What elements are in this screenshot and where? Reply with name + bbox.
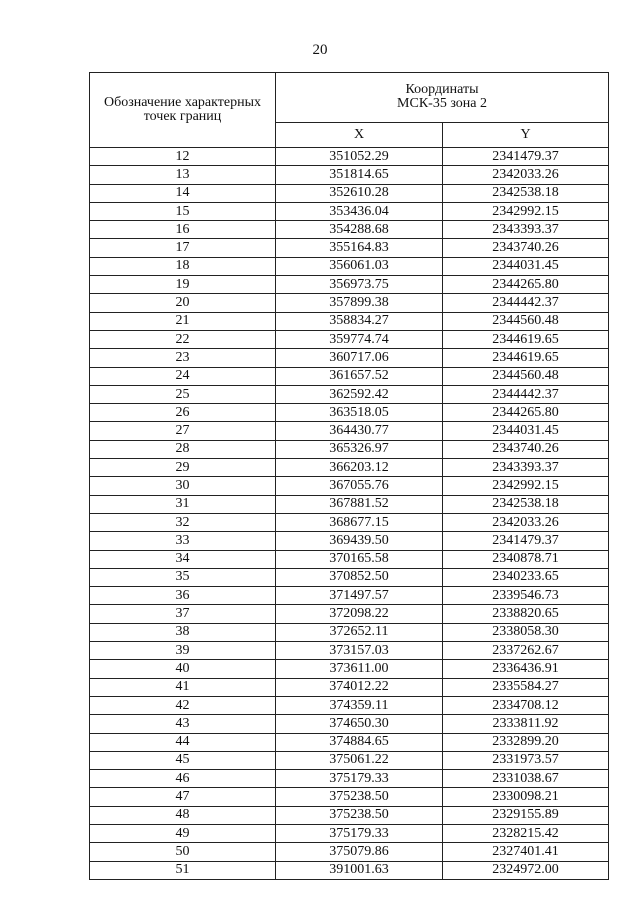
point-number-cell: 22 xyxy=(90,330,276,348)
x-coordinate-cell: 374884.65 xyxy=(276,733,443,751)
y-coordinate-cell: 2343740.26 xyxy=(443,440,609,458)
y-coordinate-cell: 2342538.18 xyxy=(443,495,609,513)
table-row xyxy=(90,440,609,458)
point-number-cell: 49 xyxy=(90,824,276,842)
x-coordinate-cell: 375061.22 xyxy=(276,751,443,769)
y-coordinate-cell: 2344031.45 xyxy=(443,422,609,440)
point-number-cell: 39 xyxy=(90,642,276,660)
table-row xyxy=(90,678,609,696)
table-row xyxy=(90,459,609,477)
y-coordinate-cell: 2344031.45 xyxy=(443,257,609,275)
table-row xyxy=(90,257,609,275)
table-row xyxy=(90,477,609,495)
x-coordinate-cell: 391001.63 xyxy=(276,861,443,879)
y-coordinate-cell: 2339546.73 xyxy=(443,587,609,605)
x-coordinate-cell: 351814.65 xyxy=(276,166,443,184)
point-number-cell: 31 xyxy=(90,495,276,513)
table-row xyxy=(90,221,609,239)
table-row xyxy=(90,605,609,623)
point-number-cell: 42 xyxy=(90,696,276,714)
table-row xyxy=(90,513,609,531)
point-number-cell: 47 xyxy=(90,788,276,806)
header-coordinate-system: МСК-35 зона 2 xyxy=(397,96,487,112)
point-number-cell: 35 xyxy=(90,568,276,586)
y-coordinate-cell: 2344560.48 xyxy=(443,312,609,330)
x-coordinate-cell: 356061.03 xyxy=(276,257,443,275)
x-coordinate-cell: 370165.58 xyxy=(276,550,443,568)
point-number-cell: 32 xyxy=(90,513,276,531)
coordinates-table xyxy=(89,72,609,880)
point-number-cell: 21 xyxy=(90,312,276,330)
point-number-cell: 44 xyxy=(90,733,276,751)
table-row xyxy=(90,166,609,184)
x-coordinate-cell: 357899.38 xyxy=(276,294,443,312)
table-body xyxy=(90,148,609,880)
point-number-cell: 50 xyxy=(90,843,276,861)
point-number-cell: 37 xyxy=(90,605,276,623)
point-number-cell: 17 xyxy=(90,239,276,257)
table-row xyxy=(90,788,609,806)
x-coordinate-cell: 356973.75 xyxy=(276,276,443,294)
point-number-cell: 51 xyxy=(90,861,276,879)
x-coordinate-cell: 361657.52 xyxy=(276,367,443,385)
x-coordinate-cell: 375079.86 xyxy=(276,843,443,861)
table-row xyxy=(90,861,609,879)
y-coordinate-cell: 2341479.37 xyxy=(443,532,609,550)
point-number-cell: 34 xyxy=(90,550,276,568)
point-number-cell: 13 xyxy=(90,166,276,184)
table-row xyxy=(90,349,609,367)
x-coordinate-cell: 354288.68 xyxy=(276,221,443,239)
table-row xyxy=(90,806,609,824)
y-coordinate-cell: 2334708.12 xyxy=(443,696,609,714)
y-coordinate-cell: 2343393.37 xyxy=(443,221,609,239)
y-coordinate-cell: 2344619.65 xyxy=(443,330,609,348)
x-coordinate-cell: 374012.22 xyxy=(276,678,443,696)
table-row xyxy=(90,587,609,605)
table-row xyxy=(90,550,609,568)
y-coordinate-cell: 2344619.65 xyxy=(443,349,609,367)
header-point-label: Обозначение характерных точек границ xyxy=(90,73,276,148)
table-row xyxy=(90,532,609,550)
x-coordinate-cell: 355164.83 xyxy=(276,239,443,257)
point-number-cell: 33 xyxy=(90,532,276,550)
point-number-cell: 25 xyxy=(90,385,276,403)
point-number-cell: 46 xyxy=(90,770,276,788)
x-coordinate-cell: 365326.97 xyxy=(276,440,443,458)
x-coordinate-cell: 375179.33 xyxy=(276,770,443,788)
x-coordinate-cell: 369439.50 xyxy=(276,532,443,550)
x-coordinate-cell: 372652.11 xyxy=(276,623,443,641)
y-coordinate-cell: 2337262.67 xyxy=(443,642,609,660)
point-number-cell: 28 xyxy=(90,440,276,458)
x-coordinate-cell: 374359.11 xyxy=(276,696,443,714)
table-row xyxy=(90,239,609,257)
x-coordinate-cell: 373157.03 xyxy=(276,642,443,660)
table-row xyxy=(90,623,609,641)
x-coordinate-cell: 374650.30 xyxy=(276,715,443,733)
point-number-cell: 48 xyxy=(90,806,276,824)
table-row xyxy=(90,184,609,202)
table-row xyxy=(90,770,609,788)
y-coordinate-cell: 2343740.26 xyxy=(443,239,609,257)
point-number-cell: 23 xyxy=(90,349,276,367)
x-coordinate-cell: 368677.15 xyxy=(276,513,443,531)
table-row xyxy=(90,422,609,440)
y-coordinate-cell: 2342992.15 xyxy=(443,202,609,220)
point-number-cell: 29 xyxy=(90,459,276,477)
point-number-cell: 15 xyxy=(90,202,276,220)
table-row xyxy=(90,404,609,422)
point-number-cell: 26 xyxy=(90,404,276,422)
y-coordinate-cell: 2336436.91 xyxy=(443,660,609,678)
header-x: X xyxy=(276,122,443,147)
table-row xyxy=(90,385,609,403)
y-coordinate-cell: 2328215.42 xyxy=(443,824,609,842)
point-number-cell: 43 xyxy=(90,715,276,733)
y-coordinate-cell: 2340878.71 xyxy=(443,550,609,568)
y-coordinate-cell: 2330098.21 xyxy=(443,788,609,806)
y-coordinate-cell: 2340233.65 xyxy=(443,568,609,586)
point-number-cell: 30 xyxy=(90,477,276,495)
point-number-cell: 16 xyxy=(90,221,276,239)
point-number-cell: 12 xyxy=(90,148,276,166)
point-number-cell: 14 xyxy=(90,184,276,202)
table-header xyxy=(90,73,609,148)
table-row xyxy=(90,568,609,586)
table-row xyxy=(90,330,609,348)
table-row xyxy=(90,824,609,842)
x-coordinate-cell: 359774.74 xyxy=(276,330,443,348)
y-coordinate-cell: 2342992.15 xyxy=(443,477,609,495)
y-coordinate-cell: 2344560.48 xyxy=(443,367,609,385)
y-coordinate-cell: 2342033.26 xyxy=(443,166,609,184)
y-coordinate-cell: 2342538.18 xyxy=(443,184,609,202)
point-number-cell: 19 xyxy=(90,276,276,294)
table-row xyxy=(90,843,609,861)
x-coordinate-cell: 375238.50 xyxy=(276,806,443,824)
y-coordinate-cell: 2343393.37 xyxy=(443,459,609,477)
y-coordinate-cell: 2333811.92 xyxy=(443,715,609,733)
table-row xyxy=(90,642,609,660)
table-row xyxy=(90,660,609,678)
y-coordinate-cell: 2331973.57 xyxy=(443,751,609,769)
y-coordinate-cell: 2331038.67 xyxy=(443,770,609,788)
table-row xyxy=(90,751,609,769)
x-coordinate-cell: 372098.22 xyxy=(276,605,443,623)
y-coordinate-cell: 2338820.65 xyxy=(443,605,609,623)
x-coordinate-cell: 360717.06 xyxy=(276,349,443,367)
point-number-cell: 38 xyxy=(90,623,276,641)
y-coordinate-cell: 2344442.37 xyxy=(443,385,609,403)
header-y: Y xyxy=(443,122,609,147)
x-coordinate-cell: 375238.50 xyxy=(276,788,443,806)
x-coordinate-cell: 367055.76 xyxy=(276,477,443,495)
table-row xyxy=(90,696,609,714)
point-number-cell: 41 xyxy=(90,678,276,696)
point-number-cell: 20 xyxy=(90,294,276,312)
x-coordinate-cell: 362592.42 xyxy=(276,385,443,403)
x-coordinate-cell: 353436.04 xyxy=(276,202,443,220)
x-coordinate-cell: 351052.29 xyxy=(276,148,443,166)
point-number-cell: 40 xyxy=(90,660,276,678)
y-coordinate-cell: 2327401.41 xyxy=(443,843,609,861)
table-row xyxy=(90,294,609,312)
page-number: 20 xyxy=(312,42,328,58)
table-row xyxy=(90,276,609,294)
y-coordinate-cell: 2329155.89 xyxy=(443,806,609,824)
table-row xyxy=(90,733,609,751)
y-coordinate-cell: 2332899.20 xyxy=(443,733,609,751)
y-coordinate-cell: 2324972.00 xyxy=(443,861,609,879)
x-coordinate-cell: 373611.00 xyxy=(276,660,443,678)
table-row xyxy=(90,367,609,385)
x-coordinate-cell: 375179.33 xyxy=(276,824,443,842)
y-coordinate-cell: 2344265.80 xyxy=(443,404,609,422)
x-coordinate-cell: 364430.77 xyxy=(276,422,443,440)
x-coordinate-cell: 367881.52 xyxy=(276,495,443,513)
table-row xyxy=(90,148,609,166)
y-coordinate-cell: 2344442.37 xyxy=(443,294,609,312)
table-row xyxy=(90,495,609,513)
y-coordinate-cell: 2338058.30 xyxy=(443,623,609,641)
header-coordinates-title: Координаты xyxy=(405,82,479,98)
y-coordinate-cell: 2342033.26 xyxy=(443,513,609,531)
point-number-cell: 45 xyxy=(90,751,276,769)
x-coordinate-cell: 371497.57 xyxy=(276,587,443,605)
x-coordinate-cell: 358834.27 xyxy=(276,312,443,330)
table-row xyxy=(90,202,609,220)
table-row xyxy=(90,312,609,330)
x-coordinate-cell: 366203.12 xyxy=(276,459,443,477)
point-number-cell: 24 xyxy=(90,367,276,385)
x-coordinate-cell: 370852.50 xyxy=(276,568,443,586)
x-coordinate-cell: 363518.05 xyxy=(276,404,443,422)
point-number-cell: 36 xyxy=(90,587,276,605)
y-coordinate-cell: 2344265.80 xyxy=(443,276,609,294)
point-number-cell: 27 xyxy=(90,422,276,440)
table-row xyxy=(90,715,609,733)
y-coordinate-cell: 2335584.27 xyxy=(443,678,609,696)
y-coordinate-cell: 2341479.37 xyxy=(443,148,609,166)
point-number-cell: 18 xyxy=(90,257,276,275)
x-coordinate-cell: 352610.28 xyxy=(276,184,443,202)
header-coordinates xyxy=(276,73,609,123)
